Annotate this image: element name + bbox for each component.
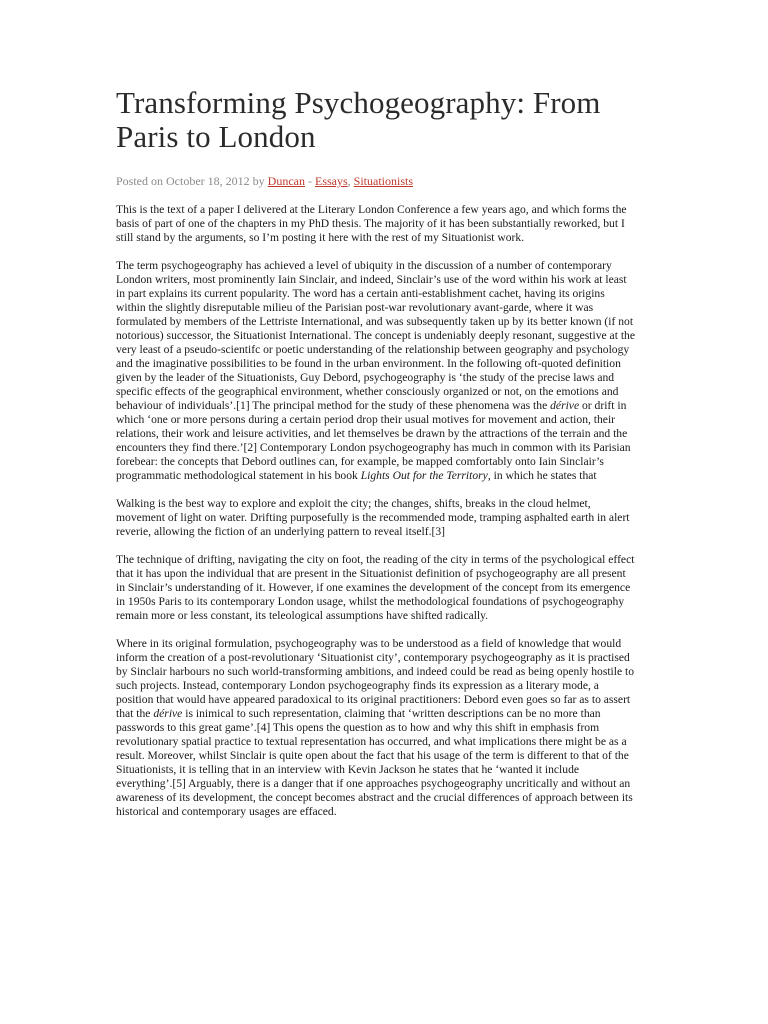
derive-emphasis-2: dérive — [153, 707, 183, 720]
category-link-essays[interactable]: Essays — [315, 174, 348, 188]
derive-emphasis: dérive — [550, 399, 580, 412]
post-content — [116, 203, 636, 819]
author-link[interactable]: Duncan — [267, 174, 305, 188]
paragraph-definition-text-3: , in which he states that — [487, 469, 597, 482]
post-title: Transforming Psychogeography: From Paris to London — [116, 85, 601, 154]
paragraph-formulation-text-1: Where in its original formulation, psychogeography was to be understood as a field of knowledge that would inform the creation of a post-revolutionary ‘Situationist city’, contemporary psychogeography as it is practised by Sinclair harbours no such world-transforming ambitions, and indeed could be read as being openly hostile to such projects. Instead, contemporary London psychogeography finds its expression as a literary mode, a position that would have appeared paradoxical to its original practitioners: Debord even goes so far as to assert that the — [116, 637, 635, 720]
paragraph-original-formulation — [116, 637, 636, 819]
book-title-emphasis: Lights Out for the Territory — [360, 469, 488, 482]
paragraph-definition-text-2: or drift in which ‘one or more persons during a certain period drop their usual motives for movement and action, their relations, their work and leisure activities, and let themselves be drawn by the attractions of the terrain and the encounters they find there.’[2] Contemporary London psychogeography has much in common with its Parisian forebear: the concepts that Debord outlines can, for example, be mapped comfortably onto Iain Sinclair’s programmatic methodological statement in his book — [116, 399, 631, 482]
post-date: October 18, 2012 — [166, 174, 250, 188]
sinclair-quote: Walking is the best way to explore and exploit the city; the changes, shifts, breaks in the cloud helmet, movement of light on water. Drifting purposefully is the recommended mode, tramping asphalted earth in alert reverie, allowing the fiction of an underlying pattern to reveal itself.[3] — [116, 497, 630, 538]
category-link-situationists[interactable]: Situationists — [353, 174, 414, 188]
post-meta — [116, 174, 636, 188]
by-label: by — [252, 174, 265, 188]
paragraph-definition — [116, 259, 636, 483]
category-comma: , — [347, 174, 351, 188]
paragraph-drifting: The technique of drifting, navigating the city on foot, the reading of the city in terms of the psychological effect that it has upon the individual that are present in the Situationist definition of psychogeography are all present in Sinclair’s understanding of it. However, if one examines the development of the concept from its emergence in 1950s Paris to its contemporary London usage, whilst the methodological foundations of psychogeography remain more or less constant, its teleological assumptions have shifted radically. — [116, 553, 635, 622]
paragraph-intro: This is the text of a paper I delivered at the Literary London Conference a few years ago, and which forms the basis of part of one of the chapters in my PhD thesis. The majority of it has been substantially reworked, but I still stand by the arguments, so I’m posting it here with the rest of my Situationist work. — [116, 203, 627, 244]
meta-separator: - — [308, 174, 312, 188]
article — [116, 86, 636, 833]
posted-on-label: Posted on — [116, 174, 164, 188]
paragraph-definition-text-1: The term psychogeography has achieved a level of ubiquity in the discussion of a number of contemporary London writers, most prominently Iain Sinclair, and indeed, Sinclair’s use of the word within his work at least in part explains its current popularity. The word has a certain anti-establishment cachet, having its origins within the slightly disreputable milieu of the Parisian post-war revolutionary avant-garde, where it was formulated by members of the Lettriste International, and was subsequently taken up by its better known (if not notorious) successor, the Situationist International. The concept is undeniably deeply resonant, suggestive at the very least of a pseudo-scientifc or poetic understanding of the relationship between geography and psychology and the imaginative possibilities to be found in the urban environment. In the following oft-quoted definition given by the leader of the Situationists, Guy Debord, psychogeography is ‘the study of the precise laws and specific effects of the geographical environment, whether consciously organized or not, on the emotions and behaviour of individuals’.[1] The principal method for the study of these phenomena was the — [116, 259, 635, 412]
paragraph-formulation-text-2: is inimical to such representation, claiming that ‘written descriptions can be no more than passwords to this great game’.[4] This opens the question as to how and why this shift in emphasis from revolutionary spatial practice to textual representation has occurred, and what implications there might be as a result. Moreover, whilst Sinclair is quite open about the fact that his usage of the term is different to that of the Situationists, it is telling that in an interview with Kevin Jackson he states that he ‘wanted it include everything’.[5] Arguably, there is a danger that if one approaches psychogeography uncritically and without an awareness of its development, the concept becomes abstract and the crucial differences of approach between its historical and contemporary usages are effaced. — [116, 707, 633, 818]
